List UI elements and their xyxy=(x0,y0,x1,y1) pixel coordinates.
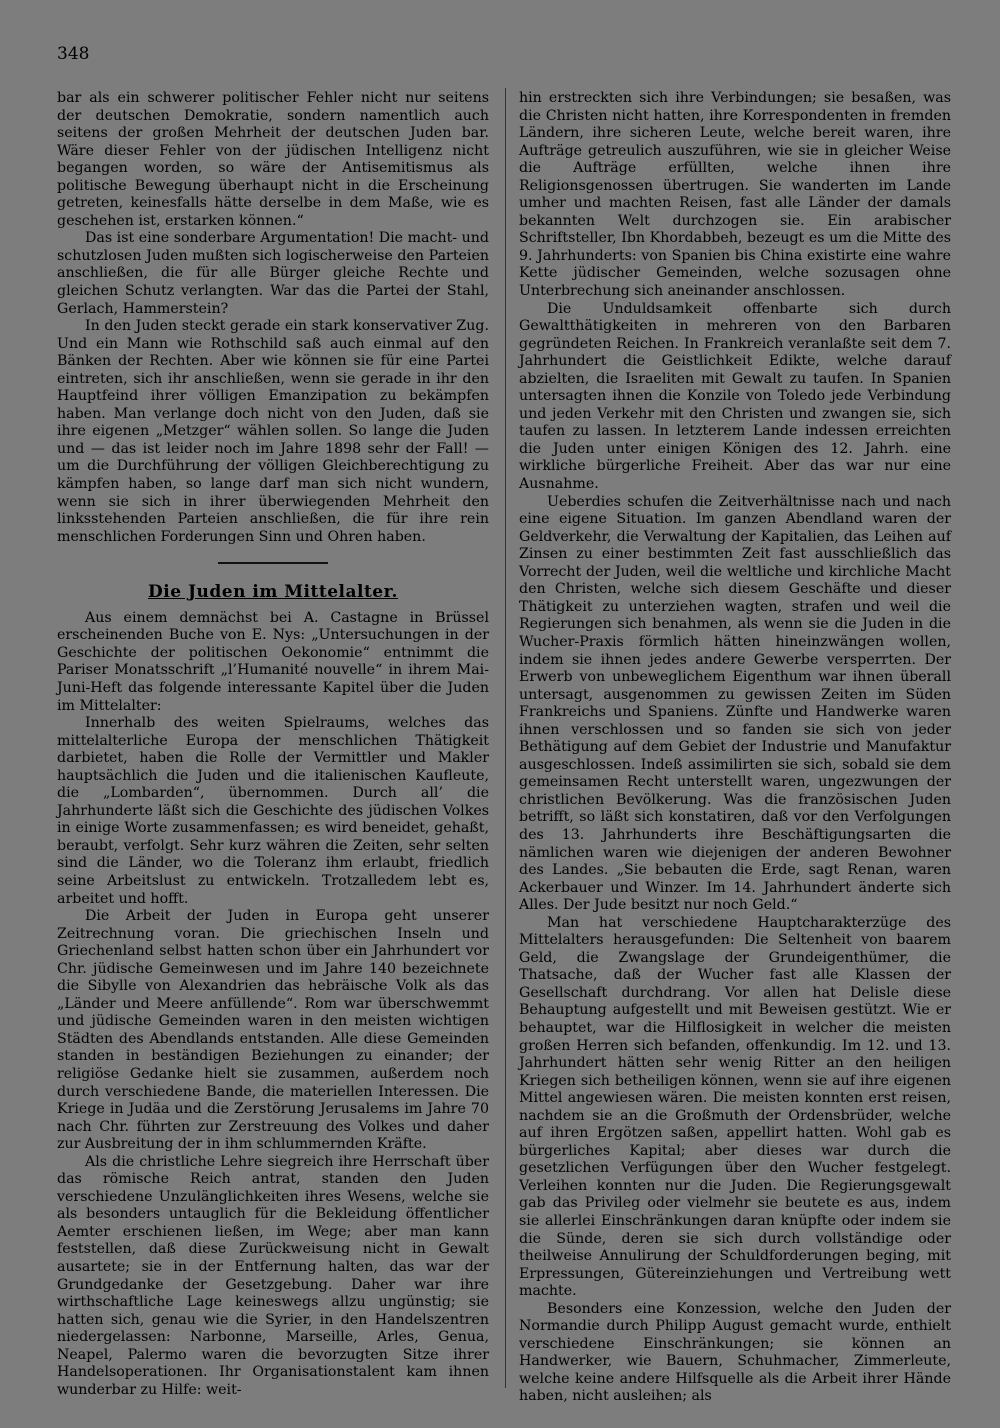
left-column xyxy=(57,90,489,1399)
paragraph: In den Juden steckt gerade ein stark konservativer Zug. Und ein Mann wie Rothschild saß auch einmal auf den Bänken der Rechten. Aber wie können sie für eine Partei eintreten, sich ihr anschließen, wenn sie gerade in ihr den Hauptfeind ihrer völligen Emanzipation zu bekämpfen haben. Man verlange doch nicht von den Juden, daß sie ihre eigenen „Metzger“ wählen sollen. So lange die Juden und — das ist leider noch im Jahre 1898 sehr der Fall! — um die Durchführung der völligen Gleichberechtigung zu kämpfen haben, so lange darf man sich nicht wundern, wenn sie sich in ihrer überwiegenden Mehrheit den linksstehenden Parteien anschließen, die für ihre rein menschlichen Forderungen Sinn und Ohren haben. xyxy=(57,318,489,545)
paragraph: Aus einem demnächst bei A. Castagne in Brüssel erscheinenden Buche von E. Nys: „Untersuchungen in der Geschichte der politischen Oekonomie“ entnimmt die Pariser Monatsschrift „l’Humanité nouvelle“ in ihrem Mai-Juni-Heft das folgende interessante Kapitel über die Juden im Mittelalter: xyxy=(57,609,489,714)
paragraph: Innerhalb des weiten Spielraums, welches das mittelalterliche Europa der menschlichen Thätigkeit darbietet, haben die Rolle der Vermittler und Makler hauptsächlich die Juden und die italienischen Kaufleute, die „Lombarden“, übernommen. Durch all’ die Jahrhunderte läßt sich die Geschichte des jüdischen Volkes in einige Worte zusammenfassen; es wird beneidet, gehaßt, beraubt, verfolgt. Sehr kurz währen die Zeiten, sehr selten sind die Länder, wo die Toleranz ihm erlaubt, friedlich seine Arbeitslust zu entwickeln. Trotzalledem lebt es, arbeitet und hofft. xyxy=(57,715,489,907)
page-number: 348 xyxy=(57,44,90,64)
paragraph: Man hat verschiedene Hauptcharakterzüge des Mittelalters herausgefunden: Die Seltenheit von baarem Geld, die Zwangslage der Grundeigenthümer, die Thatsache, daß der Wucher fast alle Klassen der Gesellschaft durchdrang. Vor allen hat Delisle diese Behauptung aufgestellt und mit Beweisen gestützt. Wie er behauptet, war die Hilflosigkeit in welcher die meisten großen Herren sich befanden, offenkundig. Im 12. und 13. Jahrhundert hätten sehr wenig Ritter an den heiligen Kriegen sich betheiligen können, wenn sie auf ihre eigenen Mittel angewiesen wären. Die meisten konnten erst reisen, nachdem sie an die Großmuth der Ordensbrüder, welche auf ihren Ergötzen saßen, appellirt hatten. Wohl gab es bürgerliches Kapital; aber dieses war durch die gesetzlichen Verfügungen über den Wucher festgelegt. Verleihen konnten nur die Juden. Die Regierungsgewalt gab das Privileg oder vielmehr sie beutete es aus, indem sie allerlei Einschränkungen daran knüpfte oder indem sie die Sünde, deren sie sich durch vollständige oder theilweise Annulirung der Schuldforderungen beging, mit Erpressungen, Gütereinziehungen und Vertreibung wett machte. xyxy=(519,914,951,1300)
paragraph: Die Arbeit der Juden in Europa geht unserer Zeitrechnung voran. Die griechischen Inseln und Griechenland selbst hatten schon über ein Jahrhundert vor Chr. jüdische Gemeinwesen und im Jahre 140 bezeichnete die Sibylle von Alexandrien das hebräische Volk als das „Länder und Meere anfüllende“. Rom war überschwemmt und jüdische Gemeinden waren in den meisten wichtigen Städten des Abendlands entstanden. Alle diese Gemeinden standen in beständigen Beziehungen zu einander; der religiöse Gedanke hielt sie zusammen, außerdem noch durch verschiedene Bande, die materiellen Interessen. Die Kriege in Judäa und die Zerstörung Jerusalems im Jahre 70 nach Chr. führten zur Zerstreuung des Volkes und daher zur Ausbreitung der in ihm schlummernden Kräfte. xyxy=(57,908,489,1153)
paragraph: bar als ein schwerer politischer Fehler nicht nur seitens der deutschen Demokratie, sondern namentlich auch seitens der großen Mehrheit der deutschen Juden bar. Wäre dieser Fehler von der jüdischen Intelligenz nicht begangen worden, so wäre der Antisemitismus als politische Bewegung überhaupt nicht in die Erscheinung getreten, keinesfalls hätte derselbe in dem Maße, wie es geschehen ist, erstarken können.“ xyxy=(57,90,489,229)
paragraph: hin erstreckten sich ihre Verbindungen; sie besaßen, was die Christen nicht hatten, ihre Korrespondenten in fremden Ländern, ihre sicheren Leute, welche bereit waren, ihre Aufträge getreulich auszuführen, wie sie in gleicher Weise die Aufträge erfüllten, welche ihnen ihre Religionsgenossen übertrugen. Sie wanderten im Lande umher und machten Reisen, fast alle Länder der damals bekannten Welt durchzogen sie. Ein arabischer Schriftsteller, Ibn Khordabbeh, bezeugt es um die Mitte des 9. Jahrhunderts: von Spanien bis China existirte eine wahre Kette jüdischer Gemeinden, welche sozusagen ohne Unterbrechung sich aneinander anschlossen. xyxy=(519,90,951,300)
paragraph: Als die christliche Lehre siegreich ihre Herrschaft über das römische Reich antrat, standen den Juden verschiedene Unzulänglichkeiten ihres Wesens, welche sie als besonders untauglich für die Bekleidung öffentlicher Aemter erschienen ließen, im Wege; aber man kann feststellen, daß diese Zurückweisung nicht in Gewalt ausartete; sie in der Entfernung halten, das war der Grundgedanke der Gesetzgebung. Daher war ihre wirthschaftliche Lage keineswegs allzu ungünstig; sie hatten sich, genau wie die Syrier, in den Handelszentren niedergelassen: Narbonne, Marseille, Arles, Genua, Neapel, Palermo waren die bevorzugten Sitze ihrer Handelsoperationen. Ihr Organisationstalent kam ihnen wunderbar zu Hilfe: weit- xyxy=(57,1153,489,1398)
column-divider xyxy=(505,88,506,1388)
paragraph: Besonders eine Konzession, welche den Juden der Normandie durch Philipp August gemacht wurde, enthielt verschiedene Einschränkungen; sie können an Handwerker, wie Bauern, Schuhmacher, Zimmerleute, welche keine andere Hilfsquelle als die Arbeit ihrer Hände haben, nicht ausleihen; als xyxy=(519,1300,951,1405)
section-divider xyxy=(218,562,328,564)
paragraph: Die Unduldsamkeit offenbarte sich durch Gewaltthätigkeiten in mehreren von den Barbaren gegründeten Reichen. In Frankreich veranlaßte seit dem 7. Jahrhundert die Geistlichkeit Edikte, welche darauf abzielten, die Israeliten mit Gewalt zu taufen. In Spanien untersagten ihnen die Konzile von Toledo jede Verbindung und jeden Verkehr mit den Christen und zwangen sie, sich taufen zu lassen. In letzterem Lande indessen erreichten die Juden unter einigen Königen des 12. Jahrh. eine wirkliche bürgerliche Freiheit. Aber das war nur eine Ausnahme. xyxy=(519,300,951,493)
paragraph: Ueberdies schufen die Zeitverhältnisse nach und nach eine eigene Situation. Im ganzen Abendland waren der Geldverkehr, die Verwaltung der Kapitalien, das Leihen auf Zinsen zu einer bestimmten Zeit fast ausschließlich das Vorrecht der Juden, weil die weltliche und kirchliche Macht den Christen, welche sich diesem Geschäfte und dieser Thätigkeit zu unterziehen wagten, strafen und weil die Regierungen sich benahmen, als wenn sie die Juden in die Wucher-Praxis förmlich hätten hineinzwängen wollen, indem sie ihnen jedes andere Gewerbe versperrten. Der Erwerb von unbeweglichem Eigenthum war ihnen überall untersagt, ausgenommen zu gewissen Zeiten im Süden Frankreichs und Spaniens. Zünfte und Handwerke waren ihnen verschlossen und so fanden sie sich von jeder Bethätigung auf dem Gebiet der Industrie und Manufaktur ausgeschlossen. Indeß assimilirten sie sich, sobald sie dem gemeinsamen Recht unterstellt waren, ungezwungen der christlichen Bevölkerung. Was die französischen Juden betrifft, so läßt sich konstatiren, daß vor den Verfolgungen des 13. Jahrhunderts ihre Beschäftigungsarten die nämlichen waren wie diejenigen der anderen Bewohner des Landes. „Sie bebauten die Erde, sagt Renan, waren Ackerbauer und Winzer. Im 14. Jahrhundert änderte sich Alles. Der Jude besitzt nur noch Geld.“ xyxy=(519,493,951,914)
paragraph: Das ist eine sonderbare Argumentation! Die macht- und schutzlosen Juden mußten sich logischerweise den Parteien anschließen, die für alle Bürger gleiche Rechte und gleichen Schutz verlangten. War das die Partei der Stahl, Gerlach, Hammerstein? xyxy=(57,230,489,317)
right-column xyxy=(519,90,951,1406)
article-title: Die Juden im Mittelalter. xyxy=(148,582,398,603)
